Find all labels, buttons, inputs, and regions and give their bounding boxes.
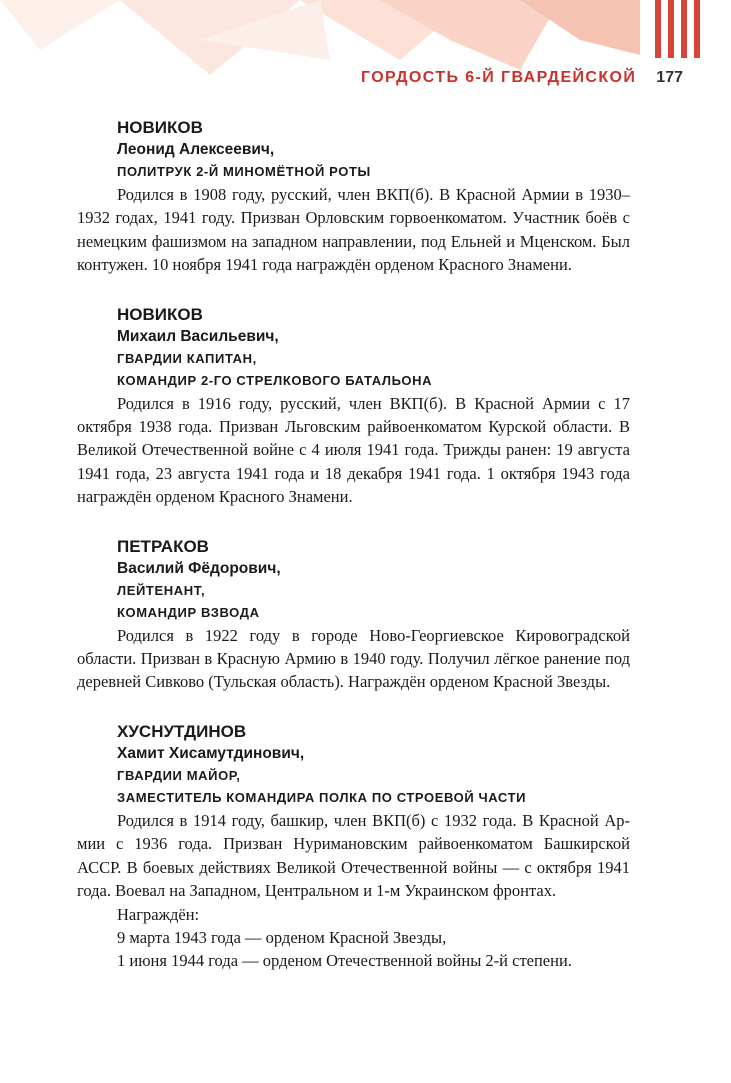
biography-entry <box>77 116 630 277</box>
biography-text: Родился в 1922 году в городе Ново-Георгиевское Кировоградской области. Призван в Красную Армию в 1940 году. Получил лёгкое ранение под деревней Сивково (Тульская область). Награждён орденом Красной Звезды. <box>77 625 630 692</box>
position: ЗАМЕСТИТЕЛЬ КОМАНДИРА ПОЛКА ПО СТРОЕВОЙ ЧАСТИ <box>117 789 527 805</box>
award-line: 1 июня 1944 года — орденом Отечественной войны 2-й степени. <box>117 951 572 971</box>
biography-text: Родился в 1916 году, русский, член ВКП(б). В Красной Армии с 17 октября 1938 года. Призван Льговским райвоенкоматом Курской области. В Великой Отечественной войне с 4 июля 1941 года. Трижды ранен: 19 августа 1941 года, 23 августа 1941 года и 18 декабря 1941 года. 1 октября 1943 года награждён орденом Красного Знамени. <box>77 393 630 507</box>
given-names: Леонид Алексеевич, <box>117 141 275 158</box>
rank: ГВАРДИИ МАЙОР, <box>117 767 241 783</box>
rank: ГВАРДИИ КАПИТАН, <box>117 350 257 366</box>
surname: НОВИКОВ <box>117 304 203 324</box>
award-line: 9 марта 1943 года — орденом Красной Звезды, <box>117 927 447 947</box>
rank: ЛЕЙТЕНАНТ, <box>117 582 206 598</box>
page-number: 177 <box>656 69 683 86</box>
biography-entry <box>77 535 630 694</box>
surname: НОВИКОВ <box>117 118 203 137</box>
biography-entry <box>77 303 630 509</box>
surname: ПЕТРАКОВ <box>117 536 209 556</box>
running-header <box>361 62 683 94</box>
position: КОМАНДИР 2-ГО СТРЕЛКОВОГО БАТАЛЬОНА <box>117 372 433 388</box>
running-title: ГОРДОСТЬ 6-Й ГВАРДЕЙСКОЙ <box>360 69 637 86</box>
awards-heading: Награждён: <box>117 904 200 924</box>
given-names: Хамит Хисамутдинович, <box>117 744 305 762</box>
rank-position: ПОЛИТРУК 2-Й МИНОМЁТНОЙ РОТЫ <box>117 164 371 179</box>
biography-text: Родился в 1908 году, русский, член ВКП(б). В Красной Армии в 1930–1932 годах, 1941 году. Призван Орловским горвоенкоматом. Участник боёв с немецким фашизмом на западном направлении, под Ельней и Мценском. Был контужен. 10 ноября 1941 года награждён орденом Красного Знамени. <box>77 185 630 275</box>
surname: ХУСНУТДИНОВ <box>117 721 247 741</box>
given-names: Василий Фёдорович, <box>117 559 281 577</box>
biography-entry <box>77 720 630 973</box>
biography-list <box>77 116 630 999</box>
position: КОМАНДИР ВЗВОДА <box>117 604 260 620</box>
given-names: Михаил Васильевич, <box>117 327 279 345</box>
biography-text: Родился в 1914 году, башкир, член ВКП(б) с 1932 года. В Красной Армии с 1936 года. Призван Нуримановским райвоенкоматом Башкирской АССР. В боевых действиях Великой Отечественной войны — с октября 1941 года. Воевал на Западном, Центральном и 1-м Украинском фронтах. <box>77 810 630 901</box>
